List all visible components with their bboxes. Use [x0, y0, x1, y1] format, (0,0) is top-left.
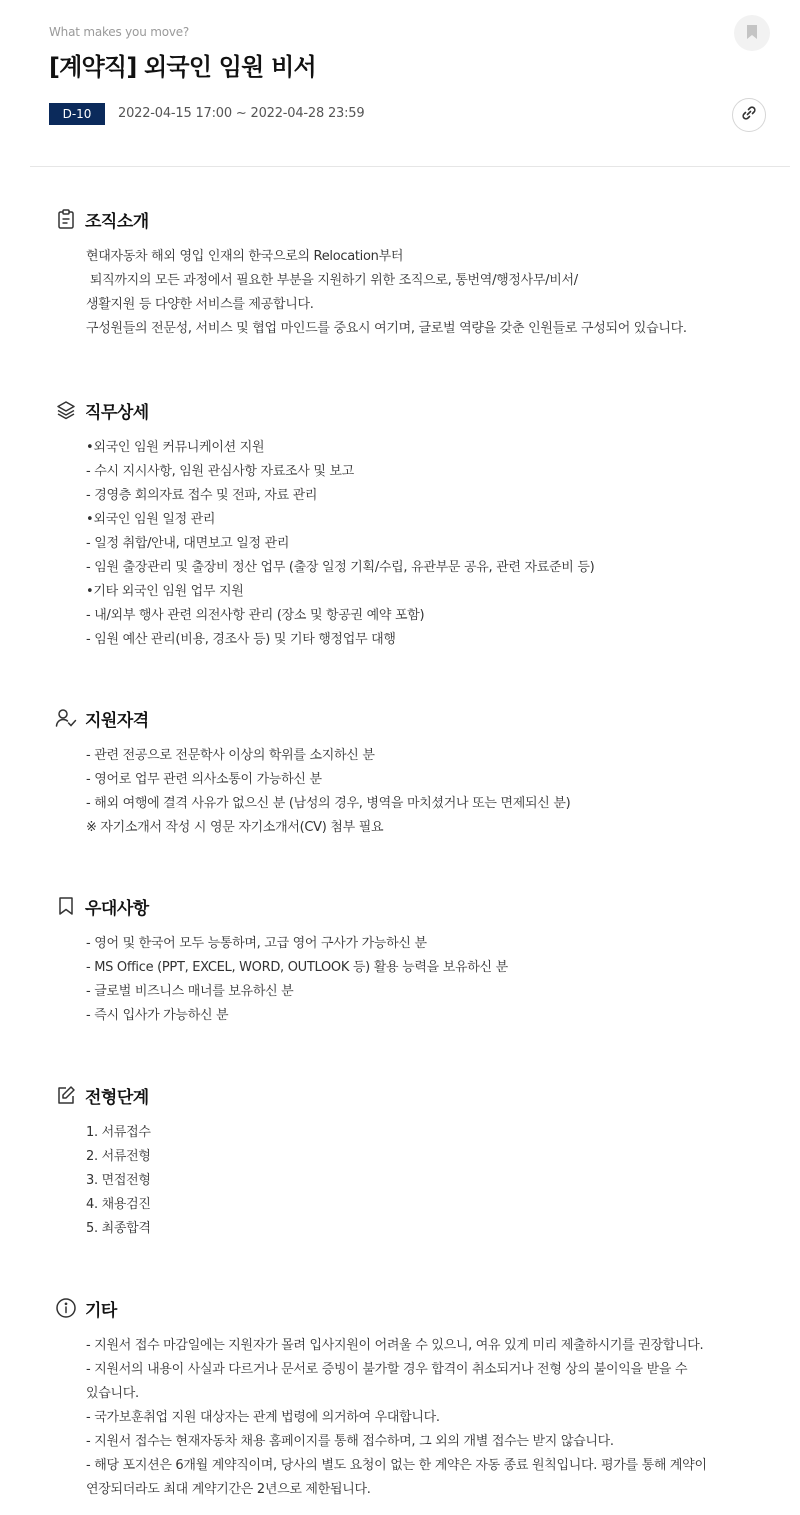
text-line: - 지원서의 내용이 사실과 다르거나 문서로 증빙이 불가할 경우 합격이 취소되거나 전형 상의 불이익을 받을 수	[86, 1362, 688, 1377]
section-title: 직무상세	[85, 402, 149, 423]
text-line: - 관련 전공으로 전문학사 이상의 학위를 소지하신 분	[86, 748, 375, 763]
text-line: 있습니다.	[86, 1386, 139, 1401]
bookmark-button[interactable]	[734, 15, 770, 51]
clipboard-icon	[55, 208, 77, 230]
section-title: 조직소개	[85, 211, 149, 232]
text-line: ※ 자기소개서 작성 시 영문 자기소개서(CV) 첨부 필요	[86, 820, 384, 835]
user-check-icon	[55, 707, 77, 729]
text-line: - 임원 출장관리 및 출장비 정산 업무 (출장 일정 기획/수립, 유관부문 공유, 관련 자료준비 등)	[86, 560, 595, 575]
text-line: 3. 면접전형	[86, 1173, 151, 1188]
text-line: 연장되더라도 최대 계약기간은 2년으로 제한됩니다.	[86, 1482, 371, 1497]
text-line: - 일정 취합/안내, 대면보고 일정 관리	[86, 536, 290, 551]
text-line: - 글로벌 비즈니스 매너를 보유하신 분	[86, 984, 294, 999]
text-line: - 지원서 접수 마감일에는 지원자가 몰려 입사지원이 어려울 수 있으니, 여유 있게 미리 제출하시기를 권장합니다.	[86, 1338, 704, 1353]
edit-icon	[55, 1084, 77, 1106]
header-divider	[30, 166, 790, 167]
section-title: 전형단계	[85, 1087, 149, 1108]
text-line: 4. 채용검진	[86, 1197, 151, 1212]
text-line: - 영어로 업무 관련 의사소통이 가능하신 분	[86, 772, 322, 787]
text-line: - 내/외부 행사 관련 의전사항 관리 (장소 및 항공권 예약 포함)	[86, 608, 425, 623]
text-line: - 해외 여행에 결격 사유가 없으신 분 (남성의 경우, 병역을 마치셨거나 또는 면제되신 분)	[86, 796, 571, 811]
dday-badge: D-10	[49, 103, 105, 125]
text-line: - MS Office (PPT, EXCEL, WORD, OUTLOOK 등) 활용 능력을 보유하신 분	[86, 960, 508, 975]
copy-link-button[interactable]	[732, 98, 766, 132]
text-line: 생활지원 등 다양한 서비스를 제공합니다.	[86, 297, 314, 312]
text-line: - 영어 및 한국어 모두 능통하며, 고급 영어 구사가 가능하신 분	[86, 936, 427, 951]
application-period: 2022-04-15 17:00 ~ 2022-04-28 23:59	[118, 106, 365, 121]
text-line: 구성원들의 전문성, 서비스 및 협업 마인드를 중요시 여기며, 글로벌 역량을 갖춘 인원들로 구성되어 있습니다.	[86, 321, 687, 336]
text-line: 퇴직까지의 모든 과정에서 필요한 부분을 지원하기 위한 조직으로, 통번역/행정사무/비서/	[86, 273, 578, 288]
section-title: 기타	[85, 1300, 117, 1321]
tagline: What makes you move?	[49, 25, 190, 39]
layers-icon	[55, 399, 77, 421]
section-title: 우대사항	[85, 898, 149, 919]
text-line: 5. 최종합격	[86, 1221, 151, 1236]
page-title: [계약직] 외국인 임원 비서	[49, 53, 316, 81]
bookmark-outline-icon	[55, 895, 77, 917]
bookmark-icon	[746, 24, 758, 43]
text-line: 현대자동차 해외 영입 인재의 한국으로의 Relocation부터	[86, 249, 404, 264]
text-line: - 임원 예산 관리(비용, 경조사 등) 및 기타 행정업무 대행	[86, 632, 396, 647]
text-line: 1. 서류접수	[86, 1125, 151, 1140]
job-header	[0, 0, 800, 167]
text-line: - 지원서 접수는 현재자동차 채용 홈페이지를 통해 접수하며, 그 외의 개별 접수는 받지 않습니다.	[86, 1434, 614, 1449]
info-icon	[55, 1297, 77, 1319]
text-line: •외국인 임원 일정 관리	[86, 512, 216, 527]
text-line: •외국인 임원 커뮤니케이션 지원	[86, 440, 265, 455]
section-title: 지원자격	[85, 710, 149, 731]
text-line: - 즉시 입사가 가능하신 분	[86, 1008, 229, 1023]
text-line: - 경영층 회의자료 접수 및 전파, 자료 관리	[86, 488, 318, 503]
text-line: •기타 외국인 임원 업무 지원	[86, 584, 244, 599]
link-icon	[741, 105, 757, 125]
text-line: 2. 서류전형	[86, 1149, 151, 1164]
text-line: - 국가보훈취업 지원 대상자는 관계 법령에 의거하여 우대합니다.	[86, 1410, 440, 1425]
text-line: - 해당 포지션은 6개월 계약직이며, 당사의 별도 요청이 없는 한 계약은 자동 종료 원칙입니다. 평가를 통해 계약이	[86, 1458, 707, 1473]
text-line: - 수시 지시사항, 임원 관심사항 자료조사 및 보고	[86, 464, 354, 479]
